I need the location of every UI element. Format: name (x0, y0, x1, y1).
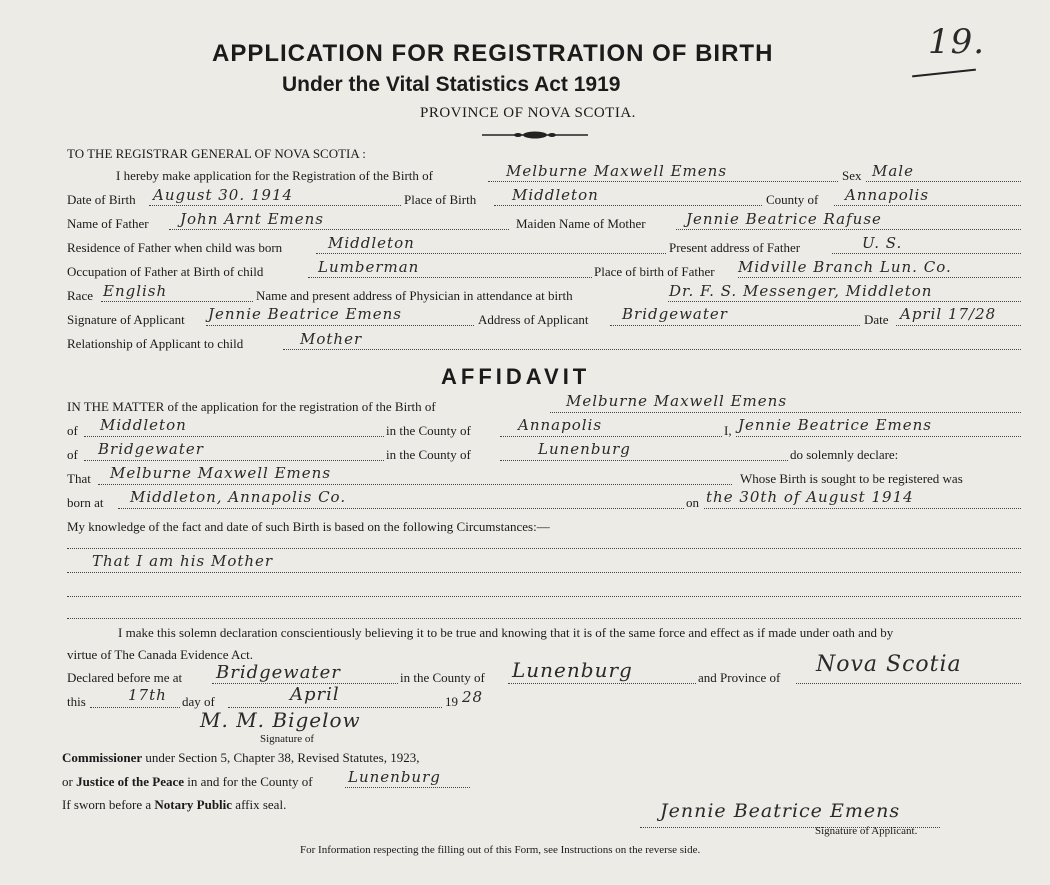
dob-line (149, 204, 401, 206)
circumstance-value: That I am his Mother (92, 552, 274, 570)
page-number: 19. (928, 22, 986, 62)
notary-pre: If sworn before a (62, 797, 152, 812)
physician-label: Name and present address of Physician in attendance at birth (256, 288, 573, 303)
applicant-signature-label: Signature of Applicant. (815, 825, 918, 837)
of2-line (84, 459, 384, 461)
sig-applicant-label: Signature of Applicant (67, 312, 185, 327)
or-label: or (62, 774, 73, 789)
child-name-line (488, 180, 838, 182)
in-county2-label: in the County of (386, 447, 471, 462)
addr-applicant-line (610, 324, 860, 326)
date-label: Date (864, 312, 889, 327)
physician-line (668, 300, 1021, 302)
in-county2-value: Lunenburg (538, 440, 631, 458)
mother-line (676, 228, 1021, 230)
of1-value: Middleton (100, 416, 187, 434)
child-name-value: Melburne Maxwell Emens (506, 162, 728, 180)
year-prefix: 19 (445, 694, 458, 709)
province-value: Nova Scotia (816, 652, 962, 677)
day-of-label: day of (182, 694, 215, 709)
relationship-value: Mother (300, 330, 363, 348)
declarant-line (736, 435, 1021, 437)
physician-value: Dr. F. S. Messenger, Middleton (669, 282, 933, 300)
occupation-line (308, 276, 592, 278)
sig-applicant-value: Jennie Beatrice Emens (208, 305, 402, 323)
matter-line (550, 411, 1021, 413)
of1-line (84, 435, 384, 437)
solemn-line-2: virtue of The Canada Evidence Act. (67, 647, 254, 662)
in-county2-line (500, 459, 788, 461)
declarant-value: Jennie Beatrice Emens (738, 416, 932, 434)
year-value: 28 (462, 688, 484, 706)
occupation-label: Occupation of Father at Birth of child (67, 264, 264, 279)
residence-line (316, 252, 666, 254)
province-heading: PROVINCE OF NOVA SCOTIA. (420, 105, 636, 121)
declare-label: do solemnly declare: (790, 447, 899, 462)
born-at-label: born at (67, 495, 104, 510)
in-county1-value: Annapolis (518, 416, 603, 434)
born-at-line (118, 507, 684, 509)
county-label: County of (766, 192, 819, 207)
affidavit-heading: AFFIDAVIT (441, 364, 591, 389)
race-value: English (103, 282, 168, 300)
race-line (101, 300, 253, 302)
notary-bold: Notary Public (154, 797, 233, 812)
jp-bold: Justice of the Peace (76, 774, 185, 789)
county-line (834, 204, 1021, 206)
notary-post: affix seal. (235, 797, 287, 812)
solemn-line-1: I make this solemn declaration conscientiously believing it to be true and knowing that it is of the same force and effect as if made under oath and by (118, 625, 894, 640)
present-address-line (832, 252, 1021, 254)
ornament-divider (482, 131, 588, 139)
jp-line (62, 774, 313, 790)
notary-line (62, 797, 286, 813)
county-value: Annapolis (845, 186, 930, 204)
commissioner-signature: M. M. Bigelow (200, 708, 361, 732)
in-county1-label: in the County of (386, 423, 471, 438)
relationship-line (283, 348, 1021, 350)
of2-value: Bridgewater (98, 440, 204, 458)
jp-county-value: Lunenburg (348, 768, 441, 786)
mother-value: Jennie Beatrice Rafuse (686, 210, 882, 228)
sex-value: Male (872, 162, 914, 180)
dob-value: August 30. 1914 (153, 186, 294, 204)
this-label: this (67, 694, 86, 709)
sig-applicant-line (206, 324, 474, 326)
of2-label: of (67, 447, 78, 462)
residence-value: Middleton (328, 234, 415, 252)
commissioner-rest: under Section 5, Chapter 38, Revised Statutes, 1923, (145, 750, 420, 765)
knowledge-label: My knowledge of the fact and date of such Birth is based on the following Circumstances:— (67, 519, 550, 534)
born-at-value: Middleton, Annapolis Co. (130, 488, 347, 506)
on-line (704, 507, 1021, 509)
applicant-signature: Jennie Beatrice Emens (660, 800, 901, 822)
matter-name-value: Melburne Maxwell Emens (566, 392, 788, 410)
of1-label: of (67, 423, 78, 438)
father-line (169, 228, 509, 230)
month-value: April (290, 684, 340, 705)
on-date-value: the 30th of August 1914 (706, 488, 914, 506)
circumstance-line-4 (67, 617, 1021, 619)
jp-county-line (345, 786, 470, 788)
in-county3-value: Lunenburg (512, 658, 633, 682)
intro-label: I hereby make application for the Registration of the Birth of (116, 168, 433, 183)
father-birthplace-value: Midville Branch Lun. Co. (738, 258, 952, 276)
pob-value: Middleton (512, 186, 599, 204)
form-title: APPLICATION FOR REGISTRATION OF BIRTH (212, 40, 774, 67)
commissioner-bold: Commissioner (62, 750, 143, 765)
form-subtitle: Under the Vital Statistics Act 1919 (282, 73, 621, 96)
dob-label: Date of Birth (67, 192, 136, 207)
province-line (796, 682, 1021, 684)
signature-of-label: Signature of (260, 733, 315, 745)
circumstance-line-3 (67, 595, 1021, 597)
present-address-label: Present address of Father (669, 240, 801, 255)
in-county3-line (508, 682, 696, 684)
father-value: John Arnt Emens (180, 210, 325, 228)
circumstance-line-2 (67, 571, 1021, 573)
whose-birth-label: Whose Birth is sought to be registered was (740, 471, 963, 486)
addr-applicant-label: Address of Applicant (478, 312, 589, 327)
matter-label: IN THE MATTER of the application for the registration of the Birth of (67, 399, 436, 414)
residence-label: Residence of Father when child was born (67, 240, 283, 255)
race-label: Race (67, 288, 93, 303)
addr-applicant-value: Bridgewater (622, 305, 728, 323)
declared-at-value: Bridgewater (216, 662, 341, 683)
on-label: on (686, 495, 699, 510)
occupation-value: Lumberman (318, 258, 420, 276)
declared-label: Declared before me at (67, 670, 183, 685)
sex-label: Sex (842, 168, 862, 183)
father-label: Name of Father (67, 216, 149, 231)
that-line (98, 483, 732, 485)
in-county1-line (500, 435, 722, 437)
pob-label: Place of Birth (404, 192, 477, 207)
day-value: 17th (128, 686, 167, 704)
to-registrar-line: TO THE REGISTRAR GENERAL OF NOVA SCOTIA : (67, 146, 366, 161)
that-label: That (67, 471, 91, 486)
footer-note: For Information respecting the filling out of this Form, see Instructions on the reverse side. (300, 844, 701, 856)
date-line (896, 324, 1021, 326)
pob-line (494, 204, 762, 206)
i-label: I, (724, 423, 732, 438)
present-address-value: U. S. (862, 234, 903, 252)
relationship-label: Relationship of Applicant to child (67, 336, 244, 351)
mother-label: Maiden Name of Mother (516, 216, 646, 231)
commissioner-line (62, 750, 419, 766)
province-label: and Province of (698, 670, 781, 685)
father-birthplace-label: Place of birth of Father (594, 264, 715, 279)
sex-line (866, 180, 1021, 182)
in-county3-label: in the County of (400, 670, 485, 685)
father-birthplace-line (738, 276, 1021, 278)
circumstance-line-1 (67, 547, 1021, 549)
page-number-underline (912, 69, 976, 77)
jp-rest: in and for the County of (187, 774, 313, 789)
day-line (90, 706, 180, 708)
that-name-value: Melburne Maxwell Emens (110, 464, 332, 482)
date-value: April 17/28 (900, 305, 997, 323)
